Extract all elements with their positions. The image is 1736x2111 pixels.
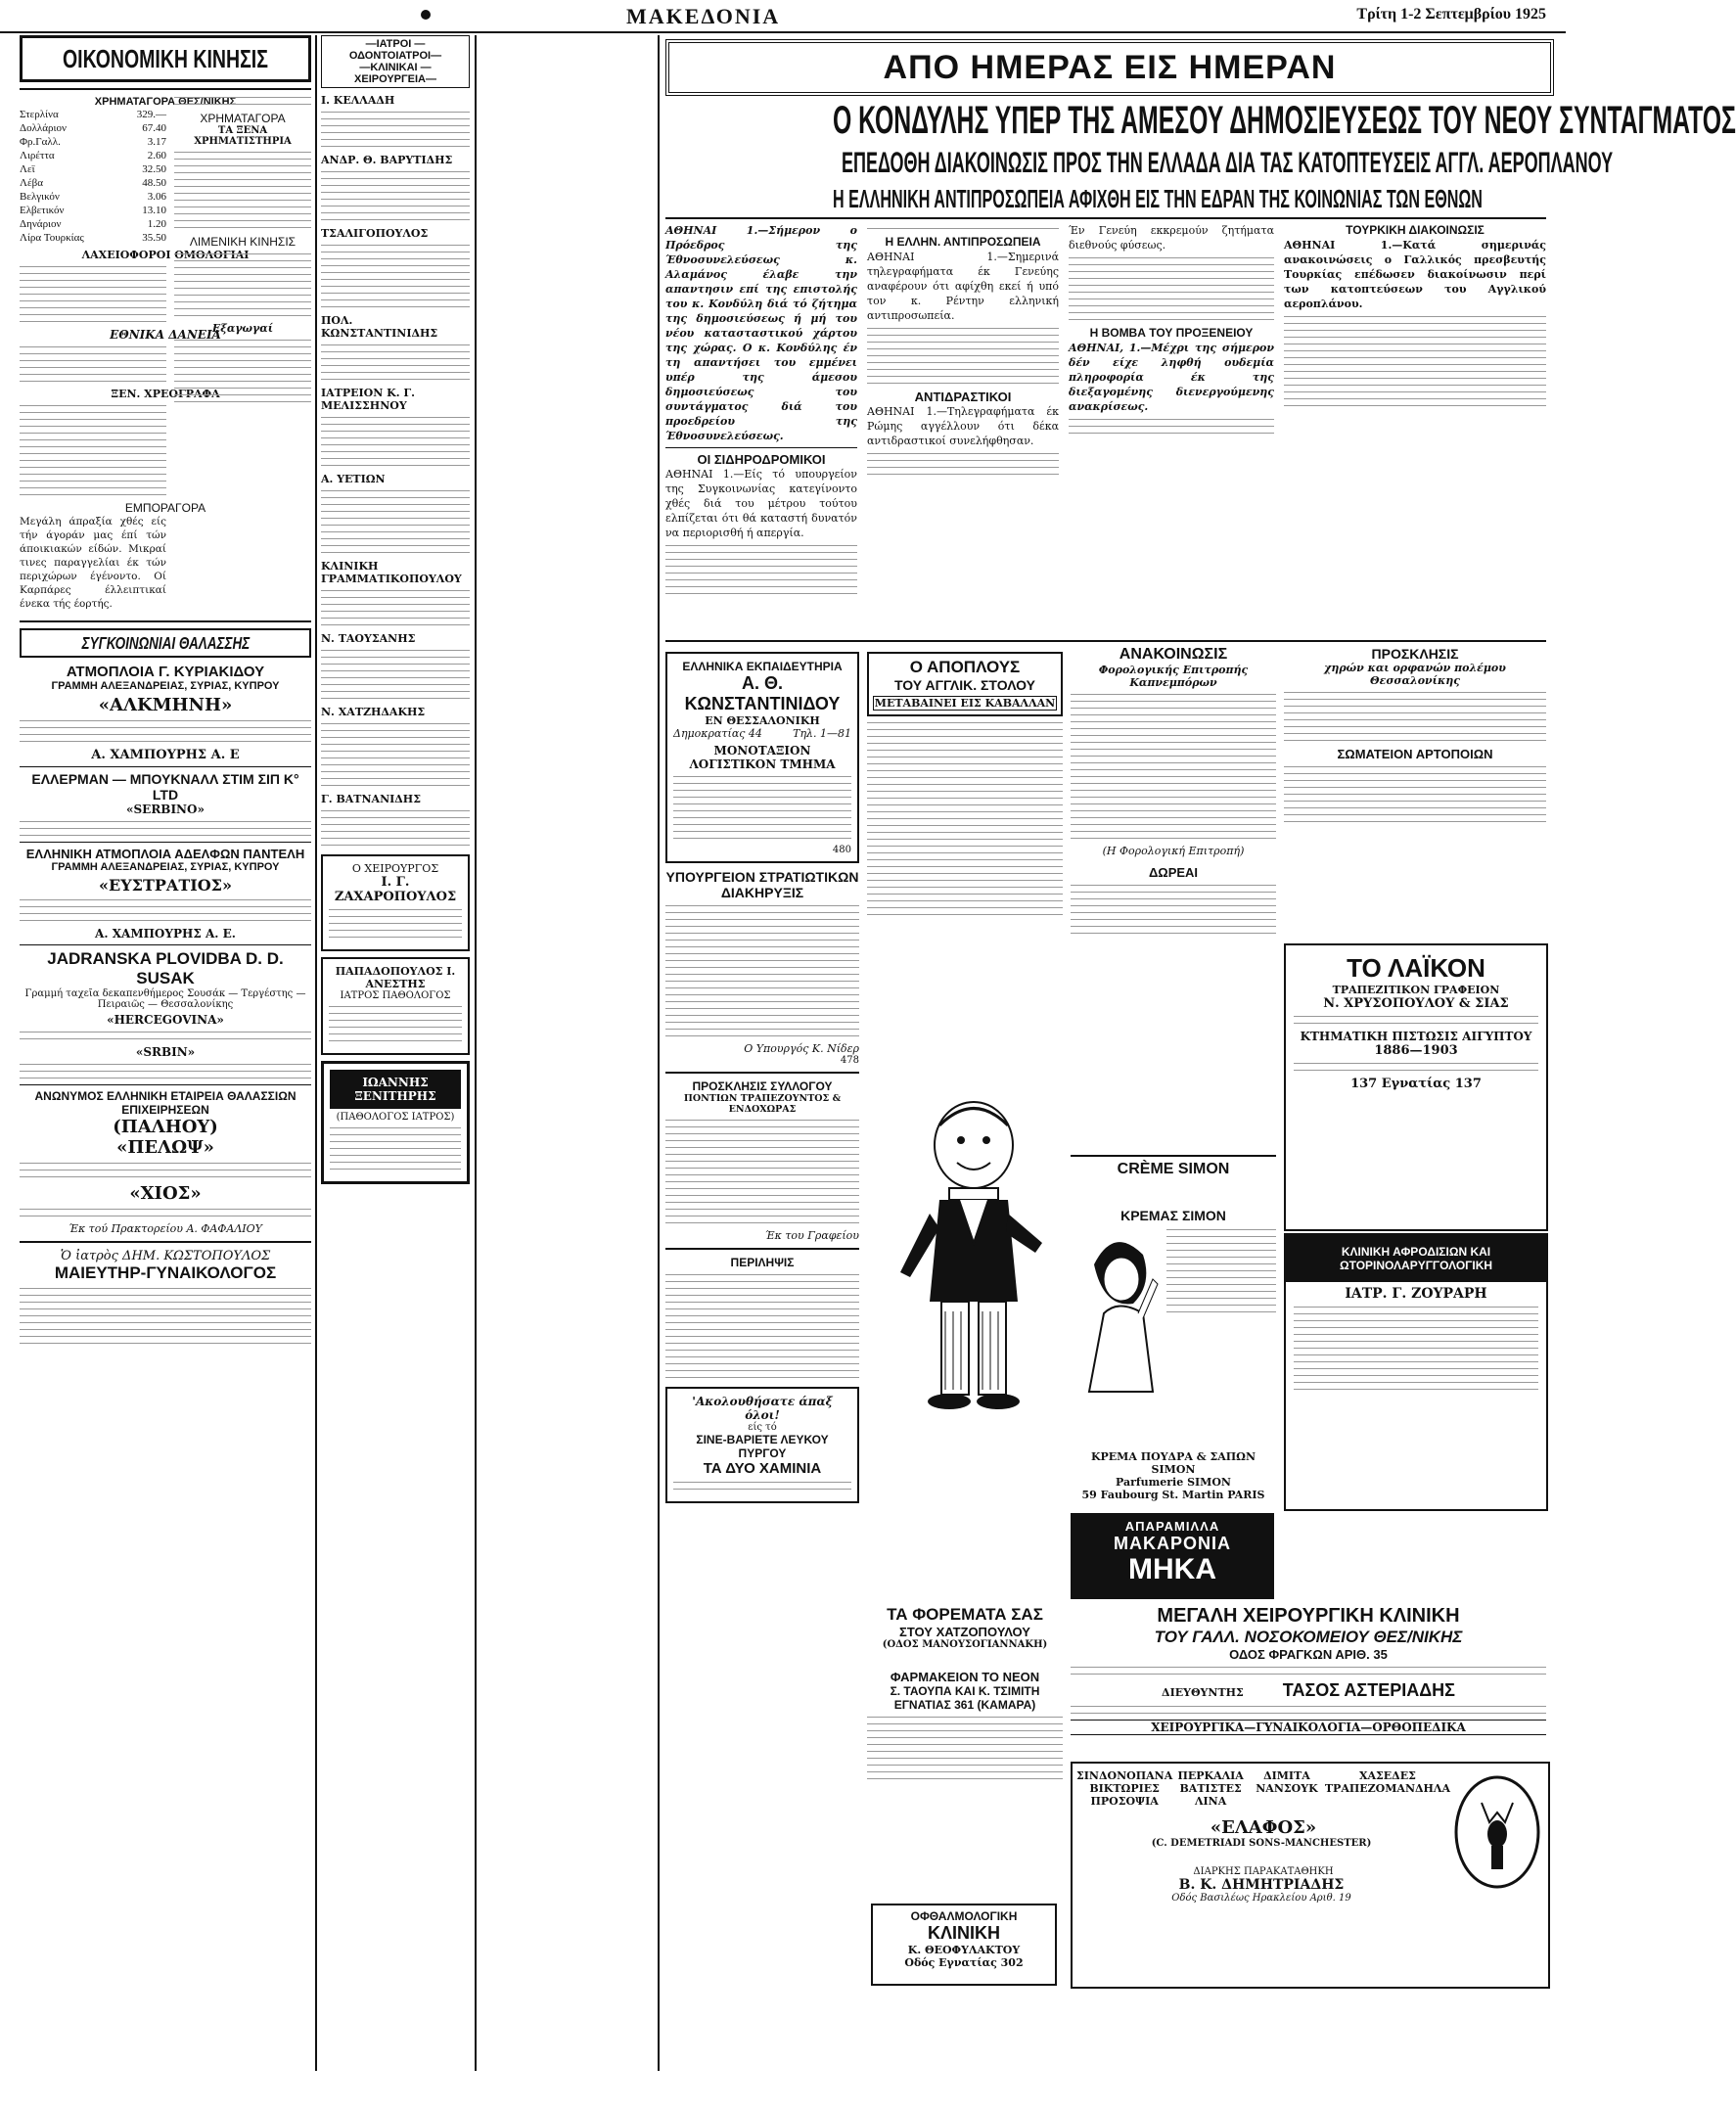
cinema-box: 'Ακολουθήσατε άπαξ όλοι! είς τό ΣΙΝΕ-ΒΑΡΙΕΤΕ ΛΕΥΚΟΥ ΠΥΡΓΟΥ ΤΑ ΔΥΟ ΧΑΜΙΝΙΑ [665, 1387, 859, 1503]
fabric-list [1076, 1769, 1450, 1808]
doctor-title: ΜΑΙΕΥΤΗΡ-ΓΥΝΑΙΚΟΛΟΓΟΣ [54, 1263, 277, 1282]
doctor-entry [321, 793, 470, 847]
creme-simon-ad: CRÈME SIMON ΚΡΕΜΑΣ ΣΙΜΟΝ ΚΡΕΜΑ ΠΟΥΔΡΑ & ΣΑΠΩΝ SIMON Parfumerie SIMON 59 Faubourg St. Martin PARIS [1071, 1155, 1276, 1509]
venereal-clinic-ad: ΚΛΙΝΙΚΗ ΑΦΡΟΔΙΣΙΩΝ ΚΑΙ ΩΤΟΡΙΝΟΛΑΡΥΓΓΟΛΟΓΙΚΗ ΙΑΤΡ. Γ. ΖΟΥΡΑΡΗ [1284, 1233, 1548, 1511]
shipping-sign: Έκ τού Πρακτορείου Α. ΦΑΦΑΛΙΟΥ [69, 1222, 262, 1235]
rate-value: 1.20 [147, 218, 166, 230]
ship-name: «SERBINO» [126, 803, 205, 816]
woman-portrait-image [1074, 1225, 1163, 1392]
headline-2: ΕΠΕΔΟΘΗ ΔΙΑΚΟΙΝΩΣΙΣ ΠΡΟΣ ΤΗΝ ΕΛΛΑΔΑ ΔΙΑ ΤΑΣ ΚΑΤΟΠΤΕΥΣΕΙΣ ΑΓΓΛ. ΑΕΡΟΠΛΑΝΟΥ [842, 147, 1614, 179]
doctors-header: —ΙΑΤΡΟΙ — ΟΔΟΝΤΟΙΑΤΡΟΙ— —ΚΛΙΝΙΚΑΙ — ΧΕΙΡΟΥΡΓΕΙΑ— [321, 35, 470, 88]
doctor-entry-name: ΙΑΤΡΕΙΟΝ Κ. Γ. ΜΕΛΙΣΣΗΝΟΥ [321, 387, 415, 412]
xenitiris-box: ΙΩΑΝΝΗΣ ΞΕΝΙΤΗΡΗΣ (ΠΑΘΟΛΟΓΟΣ ΙΑΤΡΟΣ) [321, 1061, 470, 1184]
shipping-ad-title: ΕΛΛΗΝΙΚΗ ΑΤΜΟΠΛΟΙΑ ΑΔΕΛΦΩΝ ΠΑΝΤΕΛΗ [25, 847, 305, 861]
gentleman-cartoon-image [881, 1096, 1057, 1419]
doctor-entry [321, 706, 470, 787]
donations-title: ΔΩΡΕΑΙ [1148, 865, 1199, 880]
issue-date: Τρίτη 1-2 Σεπτεμβρίου 1925 [1356, 6, 1546, 23]
doctor-entry [321, 154, 470, 221]
shipping-agent: Α. ΧΑΜΠΟΥΡΗΣ Α. Ε. [95, 927, 236, 941]
bakers-title: ΣΩΜΑΤΕΙΟΝ ΑΡΤΟΠΟΙΩΝ [1337, 747, 1493, 761]
fabric-item: ΒΙΚΤΩΡΙΕΣ [1089, 1782, 1160, 1795]
rate-value: 67.40 [142, 122, 166, 134]
shipping-ad-line: ΓΡΑΜΜΗ ΑΛΕΞΑΝΔΡΕΙΑΣ, ΣΥΡΙΑΣ, ΚΥΠΡΟΥ [51, 861, 280, 873]
rate-value: 329.— [136, 109, 166, 120]
rate-name: Φρ.Γαλλ. [20, 136, 61, 148]
announce-column [1071, 646, 1276, 1155]
exports-heading: Εξαγωγαί [211, 322, 274, 335]
club-title: ΠΡΟΣΚΛΗΣΙΣ ΣΥΛΛΟΓΟΥ [692, 1079, 833, 1093]
rate-name: Λίρα Τουρκίας [20, 232, 84, 244]
loans-heading: ΕΘΝΙΚΑ ΔΑΝΕΙΑ [110, 328, 221, 342]
surgeon-box: Ο ΧΕΙΡΟΥΡΓΟΣ Ι. Γ. ΖΑΧΑΡΟΠΟΥΛΟΣ [321, 854, 470, 951]
section-title: ΟΙΚΟΝΟΜΙΚΗ ΚΙΝΗΣΙΣ [20, 35, 311, 82]
doctor-entry [321, 227, 470, 308]
club-sign: Έκ του Γραφείου [764, 1229, 859, 1242]
news-col-4: ΤΟΥΡΚΙΚΗ ΔΙΑΚΟΙΝΩΣΙΣ ΑΘΗΝΑΙ 1.—Κατά σημερινάς ανακοινώσεις ο Γαλλικός πρεσβευτής Τουρκίας επέδωσεν διακοίνωσιν περί των κατοπτεύσεων του Αγγλικού αεροπλάνου. [1284, 223, 1546, 634]
news-col-2: Η ΕΛΛΗΝ. ΑΝΤΙΠΡΟΣΩΠΕΙΑ ΑΘΗΝΑΙ 1.—Σημερινά τηλεγραφήματα έκ Γενεύης αναφέρουν ότι αφίχθη εκεί ή υπό τον κ. Ρέντην ελληνική αντιπροσωπεία. ΑΝΤΙΔΡΑΣΤΙΚΟΙ ΑΘΗΝΑΙ 1.—Τηλεγραφήματα έκ Ρώμης αγγέλλουν ότι δέκα αντιδραστικοί συνελήφθησαν. [867, 223, 1059, 634]
rate-row [20, 231, 166, 245]
rate-value: 3.06 [147, 191, 166, 203]
doctor-entry-name: Γ. ΒΑΤΝΑΝΙΔΗΣ [321, 793, 421, 805]
doctor-entry [321, 94, 470, 148]
doctor-entry-name: ΠΟΛ. ΚΩΝΣΤΑΝΤΙΝΙΔΗΣ [321, 314, 438, 340]
fabric-item: ΔΙΜΙΤΑ [1263, 1769, 1310, 1782]
rate-value: 2.60 [147, 150, 166, 161]
ship-name: «ΑΛΚΜΗΝΗ» [98, 695, 233, 715]
school-box: ΕΛΛΗΝΙΚΑ ΕΚΠΑΙΔΕΥΤΗΡΙΑ Α. Θ. ΚΩΝΣΤΑΝΤΙΝΙΔΟΥ ΕΝ ΘΕΣΣΑΛΟΝΙΚΗ Δημοκρατίας 44 Τηλ. 1—81 ΜΟΝΟΤΑΞΙΟΝ ΛΟΓΙΣΤΙΚΟΝ ΤΜΗΜΑ 480 [665, 652, 859, 863]
exchange-subcolumn [174, 92, 311, 640]
ministry-num: 478 [840, 1055, 859, 1066]
deer-emblem-image [1452, 1773, 1542, 1891]
rate-value: 3.17 [147, 136, 166, 148]
doctor-entry [321, 387, 470, 467]
club-sub: ΠΟΝΤΙΩΝ ΤΡΑΠΕΖΟΥΝΤΟΣ & ΕΝΔΟΧΩΡΑΣ [683, 1093, 842, 1115]
rate-name: Βελγικόν [20, 191, 60, 203]
shipping-ad-line: Γραμμή ταχεῖα δεκαπενθήμερος Σουσάκ — Τεργέστης — Πειραιῶς — Θεσσαλονίκης [24, 988, 306, 1010]
column-rule [315, 35, 317, 2071]
invite-column [1284, 646, 1546, 940]
shipping-ad-sub: (ΠΑΛΗΟΥ) [113, 1117, 218, 1137]
rate-value: 35.50 [142, 232, 166, 244]
ministry-title: ΥΠΟΥΡΓΕΙΟΝ ΣΤΡΑΤΙΩΤΙΚΩΝ [665, 869, 859, 885]
fabric-item: ΧΑΣΕΔΕΣ [1358, 1769, 1416, 1782]
ship-name: «SRBIN» [135, 1045, 196, 1059]
ministry-sign: Ο Υπουργός Κ. Νίδερ [744, 1042, 859, 1055]
doctor-entry [321, 560, 470, 626]
rate-name: Λιρέττα [20, 150, 55, 161]
rate-value: 48.50 [142, 177, 166, 189]
shipping-title: ΣΥΓΚΟΙΝΩΝΙΑΙ ΘΑΛΑΣΣΗΣ [20, 628, 311, 658]
fabric-item: ΣΙΝΔΟΝΟΠΑΝΑ [1076, 1769, 1173, 1782]
securities-lines [20, 405, 166, 496]
announce-sign: (Η Φορολογική Επιτροπή) [1102, 845, 1245, 857]
rate-value: 13.10 [142, 205, 166, 216]
ship-name: «ΠΕΛΩΨ» [116, 1137, 214, 1158]
doctors-column [321, 35, 470, 2090]
doctor-entry [321, 473, 470, 554]
headline-1: Ο ΚΟΝΔΥΛΗΣ ΥΠΕΡ ΤΗΣ ΑΜΕΣΟΥ ΔΗΜΟΣΙΕΥΣΕΩΣ ΤΟΥ ΝΕΟΥ ΣΥΝΤΑΓΜΑΤΟΣ [833, 99, 1736, 142]
rate-row [20, 162, 166, 176]
loan-lines [20, 346, 166, 383]
announce-title: ΑΝΑΚΟΙΝΩΣΙΣ [1119, 646, 1228, 663]
banner: ΑΠΟ ΗΜΕΡΑΣ ΕΙΣ ΗΜΕΡΑΝ [665, 39, 1554, 96]
doctor-entry-name: Ι. ΚΕΛΛΑΔΗ [321, 94, 395, 107]
pharmacy-ad: ΦΑΡΜΑΚΕΙΟΝ ΤΟ ΝΕΟΝ Σ. ΤΑΟΥΠΑ ΚΑΙ Κ. ΤΣΙΜΙΤΗ ΕΓΝΑΤΙΑΣ 361 (ΚΑΜΑΡΑ) [867, 1670, 1063, 1865]
fabric-item: ΠΕΡΚΑΛΙΑ [1177, 1769, 1244, 1782]
rate-name: Δολλάριον [20, 122, 67, 134]
foreign-exchanges-heading: ΤΑ ΞΕΝΑ ΧΡΗΜΑΤΙΣΤΗΡΙΑ [194, 125, 292, 147]
school-column [665, 646, 859, 1732]
announce-sub: Φορολογικής Επιτροπής Καπνεμπόρων [1098, 664, 1249, 689]
masthead [0, 0, 1566, 33]
shipping-ad-line: ΓΡΑΜΜΗ ΑΛΕΞΑΝΔΡΕΙΑΣ, ΣΥΡΙΑΣ, ΚΥΠΡΟΥ [51, 680, 280, 692]
invite-sub: χηρών και ορφανών πολέμου Θεσσαλονίκης [1324, 662, 1506, 687]
doctor-entry-name: ΑΝΔΡ. Θ. ΒΑΡΥΤΙΔΗΣ [321, 154, 453, 166]
rate-row [20, 135, 166, 149]
rate-row [20, 149, 166, 162]
pathologist-box: ΠΑΠΑΔΟΠΟΥΛΟΣ Ι. ΑΝΕΣΤΗΣ ΙΑΤΡΟΣ ΠΑΘΟΛΟΓΟΣ [321, 957, 470, 1055]
doctor-entry [321, 632, 470, 700]
doctor-entry [321, 314, 470, 381]
shipping-agent: Α. ΧΑΜΠΟΥΡΗΣ Α. Ε [91, 748, 240, 762]
doctor-entry-name: Α. ΥΕΤΙΩΝ [321, 473, 386, 485]
fabric-item: ΤΡΑΠΕΖΟΜΑΝΔΗΛΑ [1324, 1782, 1450, 1795]
doctor-entry-name: Ν. ΧΑΤΖΗΔΑΚΗΣ [321, 706, 426, 718]
rate-name: Στερλίνα [20, 109, 59, 120]
fabric-item: ΝΑΝΣΟΥΚ [1256, 1782, 1318, 1795]
shipping-ad-title: ΕΛΛΕΡΜΑΝ — ΜΠΟΥΚΝΑΛΛ ΣΤΙΜ ΣΙΠ Κ° LTD [31, 771, 299, 803]
exchange-heading: ΧΡΗΜΑΤΑΓΟΡΑ ΘΕΣ/ΝΙΚΗΣ [94, 96, 237, 108]
rate-name: Λέβα [20, 177, 43, 189]
ship-name: «ΧΙΟΣ» [129, 1183, 202, 1204]
rate-value: 32.50 [142, 163, 166, 175]
macaroni-ad: ΑΠΑΡΑΜΙΛΛΑ ΜΑΚΑΡΟΝΙΑ ΜΗΚΑ [1071, 1513, 1274, 1599]
exchange2-heading: ΧΡΗΜΑΤΑΓΟΡΑ [200, 112, 286, 125]
rate-row [20, 204, 166, 217]
rate-row [20, 190, 166, 204]
news-col-1: ΑΘΗΝΑΙ 1.—Σήμερον ο Πρόεδρος της Έθνοσυνελεύσεως κ. Αλαμάνος έλαβε την απαντησιν επί της επιστολής του κ. Κονδύλη διά τό ζήτημα της δημοσιεύσεως ή μή του νέου κατασταστικού χάρτου της χώρας. Ο κ. Κονδύλης έν τη απαντήσει του εμμένει υπέρ της άμεσου δημοσιεύσεως του συντάγματος διά του προεδρείου της Έθνοσυνελεύσεως. ΟΙ ΣΙΔΗΡΟΔΡΟΜΙΚΟΙ ΑΘΗΝΑΙ 1.—Είς τό υπουργείον της Συγκοινωνίας κατεγίνοντο χθές διά του μέτρου τούτου ελπίζεται ότι θά καταστή δυνατόν να περιορισθή ή απεργία. [665, 223, 857, 634]
bullet-icon [421, 10, 431, 20]
ministry-sub: ΔΙΑΚΗΡΥΞΙΣ [720, 885, 804, 900]
shipping-ad-title: ΑΝΩΝΥΜΟΣ ΕΛΛΗΝΙΚΗ ΕΤΑΙΡΕΙΑ ΘΑΛΑΣΣΙΩΝ ΕΠΙΧΕΙΡΗΣΕΩΝ [34, 1089, 297, 1117]
news-col-3: Έν Γενεύη εκκρεμούν ζητήματα διεθνούς φύσεως. Η ΒΟΜΒΑ ΤΟΥ ΠΡΟΞΕΝΕΙΟΥ ΑΘΗΝΑΙ, 1.—Μέχρι της σήμερον δέν είχε ληφθή ουδεμία πληροφορία έκ της διεξαγομένης διενεργούμενης ανακρίσεως. [1069, 223, 1274, 634]
doctor-entry-name: ΚΛΙΝΙΚΗ ΓΡΑΜΜΑΤΙΚΟΠΟΥΛΟΥ [321, 560, 462, 585]
market-text: Μεγάλη άπραξία χθές είς τήν άγοράν μας έπί τών άποικιακών είδών. Μικραί τινες παραγγελίαι έκ τών περιχώρων έγένοντο. Οί Καρπάρες έλλειπτικαί ένεκα τής έορτής. [20, 516, 166, 610]
headline-3: Η ΕΛΛΗΝΙΚΗ ΑΝΤΙΠΡΟΣΩΠΕΙΑ ΑΦΙΧΘΗ ΕΙΣ ΤΗΝ ΕΔΡΑΝ ΤΗΣ ΚΟΙΝΩΝΙΑΣ ΤΩΝ ΕΘΝΩΝ [833, 184, 1483, 213]
fabric-item: ΛΙΝΑ [1195, 1795, 1227, 1808]
rate-name: Δηνάριον [20, 218, 62, 230]
laikon-bank-ad: ΤΟ ΛΑΪΚΟΝ ΤΡΑΠΕΖΙΤΙΚΟΝ ΓΡΑΦΕΙΟΝ Ν. ΧΡΥΣΟΠΟΥΛΟΥ & ΣΙΑΣ ΚΤΗΜΑΤΙΚΗ ΠΙΣΤΩΣΙΣ ΑΙΓΥΠΤΟΥ 1886—1903 137 Εγνατίας 137 [1284, 943, 1548, 1231]
shipping-ad-title: ΑΤΜΟΠΛΟΙΑ Γ. ΚΥΡΙΑΚΙΔΟΥ [66, 664, 265, 680]
elafos-fabric-ad: ΣΙΝΔΟΝΟΠΑΝΑ ΠΕΡΚΑΛΙΑ ΔΙΜΙΤΑ ΧΑΣΕΔΕΣ ΒΙΚΤΩΡΙΕΣ ΒΑΤΙΣΤΕΣ ΝΑΝΣΟΥΚ ΤΡΑΠΕΖΟΜΑΝΔΗΛΑ ΠΡΟΣΟΨΙΑ ΛΙΝΑ «ΕΛΑΦΟΣ» (C. DEMETRIADI SONS-MANCHESTER) ΔΙΑΡΚΗΣ ΠΑΡΑΚΑΤΑΘΗΚΗ Β. Κ. ΔΗΜΗΤΡΙΑΔΗΣ Οδός Βασιλέως Ηρακλείου Αριθ. 19 [1071, 1762, 1550, 1989]
clothes-ad: ΤΑ ΦΟΡΕΜΑΤΑ ΣΑΣ ΣΤΟΥ ΧΑΤΖΟΠΟΥΛΟΥ (ΟΔΟΣ ΜΑΝΟΥΣΟΓΙΑΝΝΑΚΗ) [882, 1605, 1048, 1650]
fabric-item: ΒΑΤΙΣΤΕΣ [1179, 1782, 1242, 1795]
ship-name: «ΕΥΣΤΡΑΤΙΟΣ» [99, 876, 232, 895]
harbor-heading: ΛΙΜΕΝΙΚΗ ΚΙΝΗΣΙΣ [189, 235, 297, 249]
rates-table [20, 108, 166, 245]
rate-row [20, 121, 166, 135]
rate-name: Ελβετικόν [20, 205, 65, 216]
doctor-entry-name: Ν. ΤΑΟΥΣΑΝΗΣ [321, 632, 416, 645]
newspaper-title: ΜΑΚΕΔΟΝΙΑ [626, 4, 781, 28]
securities-heading: ΞΕΝ. ΧΡΕΟΓΡΑΦΑ [111, 388, 220, 400]
doctor-entry-name: ΤΣΑΛΙΓΟΠΟΥΛΟΣ [321, 227, 429, 240]
market-heading: ΕΜΠΟΡΑΓΟΡΑ [124, 501, 206, 515]
shipping-ad-title: JADRANSKA PLOVIDBA D. D. SUSAK [47, 949, 284, 987]
rate-row [20, 176, 166, 190]
doctor-name: Ὁ ἰατρὸς ΔΗΜ. ΚΩΣΤΟΠΟΥΛΟΣ [60, 1249, 271, 1263]
invite-title: ΠΡΟΣΚΛΗΣΙΣ [1371, 646, 1459, 662]
column-rule [475, 35, 477, 2071]
summary-title: ΠΕΡΙΛΗΨΙΣ [730, 1256, 795, 1269]
column-rule [658, 35, 660, 2071]
rate-row [20, 108, 166, 121]
bonds-heading: ΛΑΧΕΙΟΦΟΡΟΙ ΟΜΟΛΟΓΙΑΙ [81, 249, 250, 261]
rate-row [20, 217, 166, 231]
eye-clinic-ad: ΟΦΘΑΛΜΟΛΟΓΙΚΗ ΚΛΙΝΙΚΗ Κ. ΘΕΟΦΥΛΑΚΤΟΥ Οδός Εγνατίας 302 [871, 1904, 1057, 1986]
surgical-clinic-ad: ΜΕΓΑΛΗ ΧΕΙΡΟΥΡΓΙΚΗ ΚΛΙΝΙΚΗ ΤΟΥ ΓΑΛΛ. ΝΟΣΟΚΟΜΕΙΟΥ ΘΕΣ/ΝΙΚΗΣ ΟΔΟΣ ΦΡΑΓΚΩΝ ΑΡΙΘ. 35 ΔΙΕΥΘΥΝΤΗΣ ΤΑΣΟΣ ΑΣΤΕΡΙΑΔΗΣ ΧΕΙΡΟΥΡΓΙΚΑ—ΓΥΝΑΙΚΟΛΟΓΙΑ—ΟΡΘΟΠΕΔΙΚΑ [1071, 1605, 1546, 1752]
fleet-box: Ο ΑΠΟΠΛΟΥΣ ΤΟΥ ΑΓΓΛΙΚ. ΣΤΟΛΟΥ ΜΕΤΑΒΑΙΝΕΙ ΕΙΣ ΚΑΒΑΛΛΑΝ [867, 652, 1063, 716]
fabric-item: ΠΡΟΣΟΨΙΑ [1090, 1795, 1159, 1808]
ship-name: «HERCEGOVINA» [107, 1013, 224, 1027]
bond-lines [20, 266, 166, 323]
rate-name: Λεϊ [20, 163, 35, 175]
doctor-entries [321, 94, 470, 847]
